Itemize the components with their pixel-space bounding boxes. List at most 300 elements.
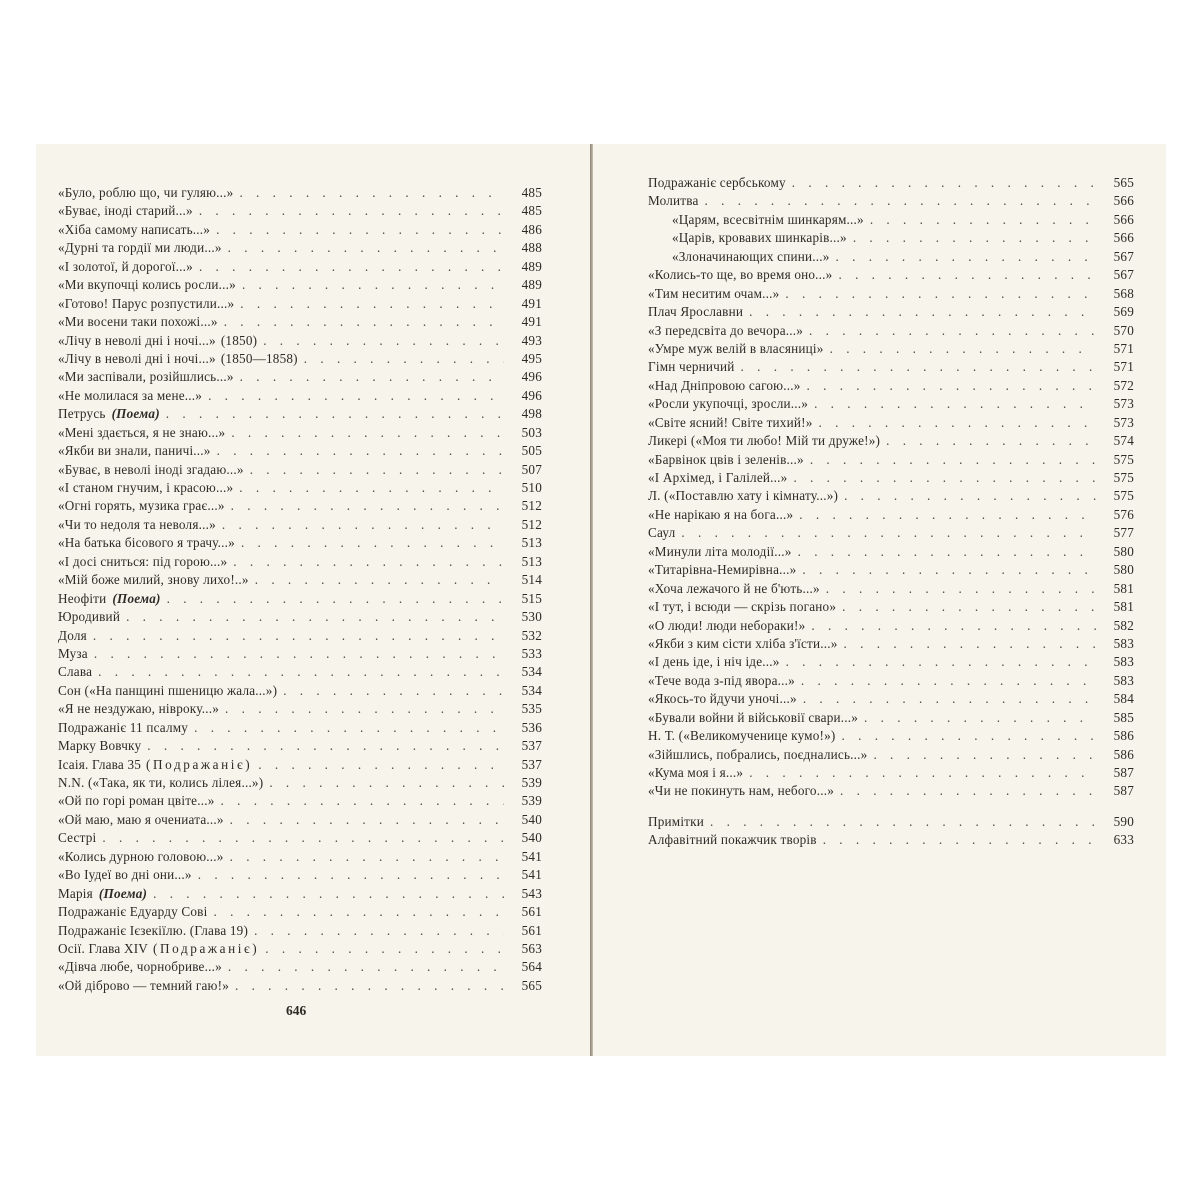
toc-entry-title: «Ой по горі роман цвіте...» [58,793,215,809]
dot-leader [801,672,1096,690]
dot-leader [93,627,504,645]
dot-leader [819,414,1097,432]
dot-leader [231,424,504,442]
toc-entry-page: 534 [521,664,542,680]
toc-entry-title: «Над Дніпровою сагою...» [648,377,801,393]
toc-entry [648,831,1134,849]
dot-leader [263,332,504,350]
dot-leader [228,958,504,976]
dot-leader [799,506,1096,524]
dot-leader [792,174,1096,192]
toc-entry [58,903,542,921]
toc-entry [58,553,542,571]
dot-leader [842,727,1097,745]
toc-entry-title: «Зійшлись, побрались, поєднались...» [648,746,868,762]
dot-leader [216,221,504,239]
left-page-contents [58,184,542,995]
toc-entry-page: 564 [521,959,542,975]
toc-entry [648,174,1134,192]
toc-entry [58,461,542,479]
dot-leader [798,543,1096,561]
toc-entry-page: 584 [1113,691,1134,707]
toc-entry-page: 539 [521,793,542,809]
toc-entry-title: «О люди! люди небораки!» [648,617,806,633]
toc-entry-page: 568 [1113,285,1134,301]
toc-entry-page: 561 [521,904,542,920]
dot-leader [242,276,504,294]
dot-leader [199,258,504,276]
toc-entry-title: «Я не нездужаю, нівроку...» [58,701,219,717]
toc-entry [648,506,1134,524]
toc-entry [58,811,542,829]
toc-entry [58,645,542,663]
toc-entry-page: 573 [1113,414,1134,430]
toc-entry [58,332,542,350]
toc-entry-title: «Колись дурною головою...» [58,848,224,864]
toc-entry [648,248,1134,266]
dot-leader [749,303,1096,321]
toc-entry [58,922,542,940]
dot-leader [269,774,504,792]
dot-leader [217,442,504,460]
toc-entry [58,829,542,847]
toc-entry-title: Петрусь [58,406,106,422]
toc-entry-title: Сон («На панщині пшеницю жала...») [58,682,278,698]
toc-entry-page: 510 [521,480,542,495]
toc-entry-title: «Ми вкупочці колись росли...» [58,277,236,293]
toc-entry [648,358,1134,376]
toc-entry-title: «Якось-то йдучи уночі...» [648,691,797,707]
toc-entry [58,571,542,589]
toc-entry-page: 486 [521,221,542,237]
dot-leader [240,295,504,313]
toc-entry-page: 580 [1113,562,1134,578]
toc-entry-page: 570 [1113,322,1134,338]
toc-entry-title: «Ми восени таки похожі...» [58,314,218,330]
dot-leader [838,266,1096,284]
dot-leader [836,248,1096,266]
toc-entry [648,635,1134,653]
toc-entry-page: 498 [521,406,542,422]
toc-entry [58,885,542,903]
toc-entry-title: Ісаія. Глава 35 [58,756,142,772]
toc-entry [58,295,542,313]
toc-entry-title: «Царям, всесвітнім шинкарям...» [672,211,864,227]
toc-entry-page: 583 [1113,672,1134,688]
toc-entry-title: «Хоча лежачого й не б'ють...» [648,580,820,596]
toc-entry [58,737,542,755]
toc-entry-page: 563 [521,940,542,956]
dot-leader [102,829,504,847]
toc-entry-title: «Дурні та гордії ми люди...» [58,240,222,256]
toc-entry [648,690,1134,708]
toc-entry-title: Осії. Глава XIV [58,940,149,956]
toc-entry [58,313,542,331]
toc-entry [648,432,1134,450]
toc-entry-title: «І золотої, й дорогої...» [58,258,193,274]
toc-entry-page: 566 [1113,230,1134,246]
dot-leader [681,524,1096,542]
toc-entry [58,682,542,700]
toc-entry-title: «Не нарікаю я на бога...» [648,506,794,522]
toc-entry-title: «Світе ясний! Світе тихий!» [648,414,813,430]
toc-entry-page: 540 [521,811,542,827]
dot-leader [230,848,504,866]
dot-leader [811,617,1096,635]
toc-entry-page: 576 [1113,506,1134,522]
toc-entry-page: 534 [521,682,542,698]
dot-leader [231,497,504,515]
toc-entry-title: «І Архімед, і Галілей...» [648,470,788,485]
toc-entry [58,719,542,737]
toc-entry-title: N.N. («Така, як ти, колись лілея...») [58,775,264,790]
dot-leader [221,792,505,810]
toc-entry [58,848,542,866]
toc-entry-title: Подражаніє Ієзекіїлю. (Глава 19) [58,922,249,938]
toc-entry [648,561,1134,579]
toc-entry-page: 489 [521,258,542,274]
toc-entry-title: «З передсвіта до вечора...» [648,322,804,338]
dot-leader [886,432,1096,450]
toc-entry [58,756,542,774]
dot-leader [126,608,504,626]
dot-leader [198,866,504,884]
toc-entry-page: 536 [521,719,542,735]
toc-entry-title: Подражаніє 11 псалму [58,719,189,735]
toc-entry-title: Доля [58,627,87,643]
toc-entry-title: Сестрі [58,830,97,846]
toc-entry-title: Плач Ярославни [648,304,744,320]
toc-entry-title: Муза [58,645,88,661]
dot-leader [842,598,1096,616]
dot-leader [864,709,1096,727]
toc-entry [58,442,542,460]
toc-entry-page: 503 [521,424,542,440]
toc-entry-page: 491 [521,314,542,330]
toc-entry [58,663,542,681]
right-page-contents [648,174,1134,850]
toc-entry-page: 567 [1113,248,1134,264]
toc-entry-title: «Кума моя і я...» [648,765,744,780]
toc-entry-title: «Титарівна-Немирівна...» [648,562,797,578]
toc-entry-title: «Росли укупочці, зросли...» [648,396,809,412]
toc-entry-title: «І день іде, і ніч іде...» [648,654,780,670]
toc-entry [58,350,542,368]
toc-entry [648,580,1134,598]
toc-entry-genre: (Поема) [98,885,148,901]
toc-entry [58,497,542,515]
toc-entry-title: Примітки [648,813,705,829]
toc-entry [58,368,542,386]
toc-entry-title: Подражаніє сербському [648,175,786,190]
dot-leader [153,885,504,903]
toc-entry [648,709,1134,727]
dot-leader [230,811,504,829]
toc-entry-page: 581 [1113,599,1134,615]
toc-entry-title: «Мій боже милий, знову лихо!..» [58,572,249,588]
toc-entry-page: 507 [521,461,542,477]
toc-entry-title: «На батька бісового я трачу...» [58,535,235,551]
toc-entry-title: Подражаніє Едуарду Сові [58,904,208,920]
toc-entry-title: «І досі сниться: під горою...» [58,553,228,569]
dot-leader [741,358,1096,376]
dot-leader [844,635,1096,653]
dot-leader [258,756,504,774]
toc-entry-title: «Буває, іноді старий...» [58,203,193,219]
toc-entry-title: «Мені здається, я не знаю...» [58,424,226,440]
dot-leader [793,469,1096,487]
dot-leader [94,645,504,663]
toc-entry [648,746,1134,764]
toc-entry [58,774,542,792]
dot-leader [255,571,504,589]
toc-entry [648,672,1134,690]
toc-entry-year: (1850) [220,332,258,348]
dot-leader [240,368,504,386]
toc-entry-title: Алфавітний покажчик творів [648,832,817,848]
toc-entry-title: «Минули літа молодії...» [648,543,792,559]
dot-leader [265,940,504,958]
toc-entry-page: 582 [1113,617,1134,633]
toc-entry-page: 491 [521,295,542,311]
dot-leader [222,516,504,534]
dot-leader [873,746,1096,764]
toc-entry-page: 505 [521,443,542,459]
dot-leader [807,377,1097,395]
toc-entry [648,813,1134,831]
toc-entry-page: 485 [521,185,542,200]
toc-entry-page: 485 [521,203,542,219]
toc-entry [648,727,1134,745]
dot-leader [166,405,504,423]
toc-entry-page: 587 [1113,765,1134,780]
toc-entry-page: 535 [521,701,542,717]
toc-entry [648,764,1134,782]
toc-entry [648,451,1134,469]
toc-entry [58,977,542,995]
toc-entry-page: 587 [1113,783,1134,799]
toc-entry [58,792,542,810]
toc-entry [648,598,1134,616]
toc-entry-title: «Во Іудеї во дні они...» [58,867,192,883]
toc-entry [648,543,1134,561]
toc-entry-title: «Чи то недоля та неволя...» [58,516,216,532]
dot-leader [224,313,504,331]
toc-entry [648,285,1134,303]
dot-leader [853,229,1096,247]
dot-leader [147,737,504,755]
book-gutter [590,144,593,1056]
toc-entry [648,617,1134,635]
toc-entry-title: Гімн черничий [648,359,735,375]
dot-leader [250,461,504,479]
toc-entry-title: Неофіти [58,590,107,606]
toc-entry-genre: (Поема) [112,590,161,606]
dot-leader [802,561,1096,579]
toc-entry-year: (1850—1858) [220,350,298,366]
dot-leader [840,782,1096,800]
dot-leader [241,534,504,552]
toc-entry-title: Марія [58,885,93,901]
toc-entry-page: 567 [1113,267,1134,283]
toc-entry-title: «Злоначинающих спини...» [672,248,830,264]
toc-entry-page: 581 [1113,580,1134,596]
dot-leader [710,813,1096,831]
toc-entry [58,258,542,276]
toc-entry-page: 575 [1113,470,1134,485]
toc-entry [648,524,1134,542]
toc-entry [58,866,542,884]
toc-entry-title: «Дівча любе, чорнобриве...» [58,959,222,975]
toc-entry-page: 515 [521,590,542,606]
toc-entry-page: 513 [521,553,542,569]
toc-entry-page: 495 [521,350,542,366]
toc-entry-title: «Тече вода з-під явора...» [648,672,795,688]
toc-entry [648,782,1134,800]
toc-entry-page: 512 [521,516,542,532]
toc-entry-title: «Чи не покинуть нам, небого...» [648,783,834,799]
dot-leader [785,285,1096,303]
toc-entry-page: 543 [521,885,542,901]
dot-leader [254,922,504,940]
toc-entry-subtitle: (Подражаніє) [153,940,260,956]
toc-entry-title: «Буває, в неволі іноді згадаю...» [58,461,244,477]
toc-entry [58,958,542,976]
toc-entry-title: «Якби ви знали, паничі...» [58,443,211,459]
toc-entry [58,221,542,239]
toc-entry [648,192,1134,210]
toc-entry [648,395,1134,413]
toc-entry [648,266,1134,284]
toc-entry-title: «Бували войни й військовії свари...» [648,709,859,725]
dot-leader [213,903,504,921]
dot-leader [786,653,1096,671]
toc-entry [648,377,1134,395]
toc-entry-page: 537 [521,738,542,754]
toc-entry-title: «Колись-то ще, во время оно...» [648,267,833,283]
toc-entry-page: 575 [1113,451,1134,467]
toc-entry [58,239,542,257]
dot-leader [870,211,1096,229]
toc-entry-page: 541 [521,867,542,883]
toc-entry-page: 590 [1113,813,1134,829]
toc-entry [58,202,542,220]
dot-leader [814,395,1096,413]
dot-leader [199,202,504,220]
toc-entry-title: «Якби з ким сісти хліба з'їсти...» [648,635,838,651]
toc-entry-subtitle: (Подражаніє) [146,756,253,772]
toc-entry-page: 569 [1113,304,1134,320]
toc-entry-page: 583 [1113,654,1134,670]
toc-entry-page: 565 [521,977,542,993]
toc-entry-page: 586 [1113,728,1134,744]
toc-entry-page: 488 [521,240,542,256]
dot-leader [826,580,1096,598]
toc-entry [648,211,1134,229]
toc-entry-title: «Лічу в неволі дні і ночі...» [58,350,216,366]
dot-leader [749,764,1096,782]
toc-entry-title: «Було, роблю що, чи гуляю...» [58,185,234,200]
toc-entry-page: 571 [1113,359,1134,375]
toc-entry-title: «І тут, і всюди — скрізь погано» [648,599,837,615]
dot-leader [809,322,1096,340]
toc-entry-page: 566 [1113,211,1134,227]
toc-entry-title: Н. Т. («Великомученице кумо!») [648,728,836,744]
toc-entry [648,303,1134,321]
toc-entry-title: «Огні горять, музика грає...» [58,498,225,514]
toc-entry-page: 496 [521,387,542,403]
toc-entry-page: 580 [1113,543,1134,559]
toc-entry-page: 633 [1113,832,1134,848]
toc-entry [648,469,1134,487]
toc-entry [648,322,1134,340]
dot-leader [239,479,504,497]
toc-entry [648,653,1134,671]
toc-entry [58,479,542,497]
toc-entry-title: «Лічу в неволі дні і ночі...» [58,332,216,348]
toc-entry-page: 489 [521,277,542,293]
toc-entry [58,387,542,405]
toc-entry-title: Молитва [648,193,699,209]
dot-leader [194,719,504,737]
toc-entry-title: «Тим неситим очам...» [648,285,780,301]
toc-entry-title: «І станом гнучим, і красою...» [58,480,234,495]
toc-entry-page: 571 [1113,340,1134,356]
toc-entry-page: 577 [1113,525,1134,541]
toc-entry-page: 573 [1113,396,1134,412]
toc-entry-page: 583 [1113,635,1134,651]
toc-entry [648,487,1134,505]
toc-entry [58,184,542,202]
toc-entry-page: 585 [1113,709,1134,725]
toc-entry-page: 565 [1113,175,1134,190]
dot-leader [235,977,504,995]
dot-leader [830,340,1096,358]
toc-entry-title: Ликері («Моя ти любо! Мій ти друже!») [648,433,881,449]
toc-entry-title: «Царів, кровавих шинкарів...» [672,230,847,246]
toc-entry-page: 496 [521,369,542,385]
toc-entry [58,405,542,423]
toc-entry-page: 512 [521,498,542,514]
toc-entry-title: «Ой маю, маю я очениата...» [58,811,224,827]
toc-entry-page: 574 [1113,433,1134,449]
toc-entry [58,424,542,442]
dot-leader [208,387,504,405]
toc-entry-title: «Умре муж велій в власяниці» [648,340,824,356]
toc-entry-title: Юродивий [58,609,121,625]
toc-entry-page: 586 [1113,746,1134,762]
toc-entry-page: 541 [521,848,542,864]
toc-entry [648,414,1134,432]
toc-entry [58,627,542,645]
dot-leader [304,350,504,368]
toc-entry [58,940,542,958]
toc-entry-page: 493 [521,332,542,348]
toc-entry-title: «Барвінок цвів і зеленів...» [648,451,804,467]
toc-entry-page: 561 [521,922,542,938]
toc-entry-title: «Хіба самому написать...» [58,221,211,237]
toc-entry-page: 540 [521,830,542,846]
toc-entry-title: Л. («Поставлю хату і кімнату...») [648,488,839,504]
dot-leader [239,184,504,202]
toc-entry-title: Слава [58,664,93,680]
toc-entry-page: 566 [1113,193,1134,209]
toc-entry [58,700,542,718]
toc-entry-page: 575 [1113,488,1134,504]
toc-entry-page: 530 [521,609,542,625]
toc-entry-page: 533 [521,645,542,661]
toc-entry-genre: (Поема) [111,406,160,422]
